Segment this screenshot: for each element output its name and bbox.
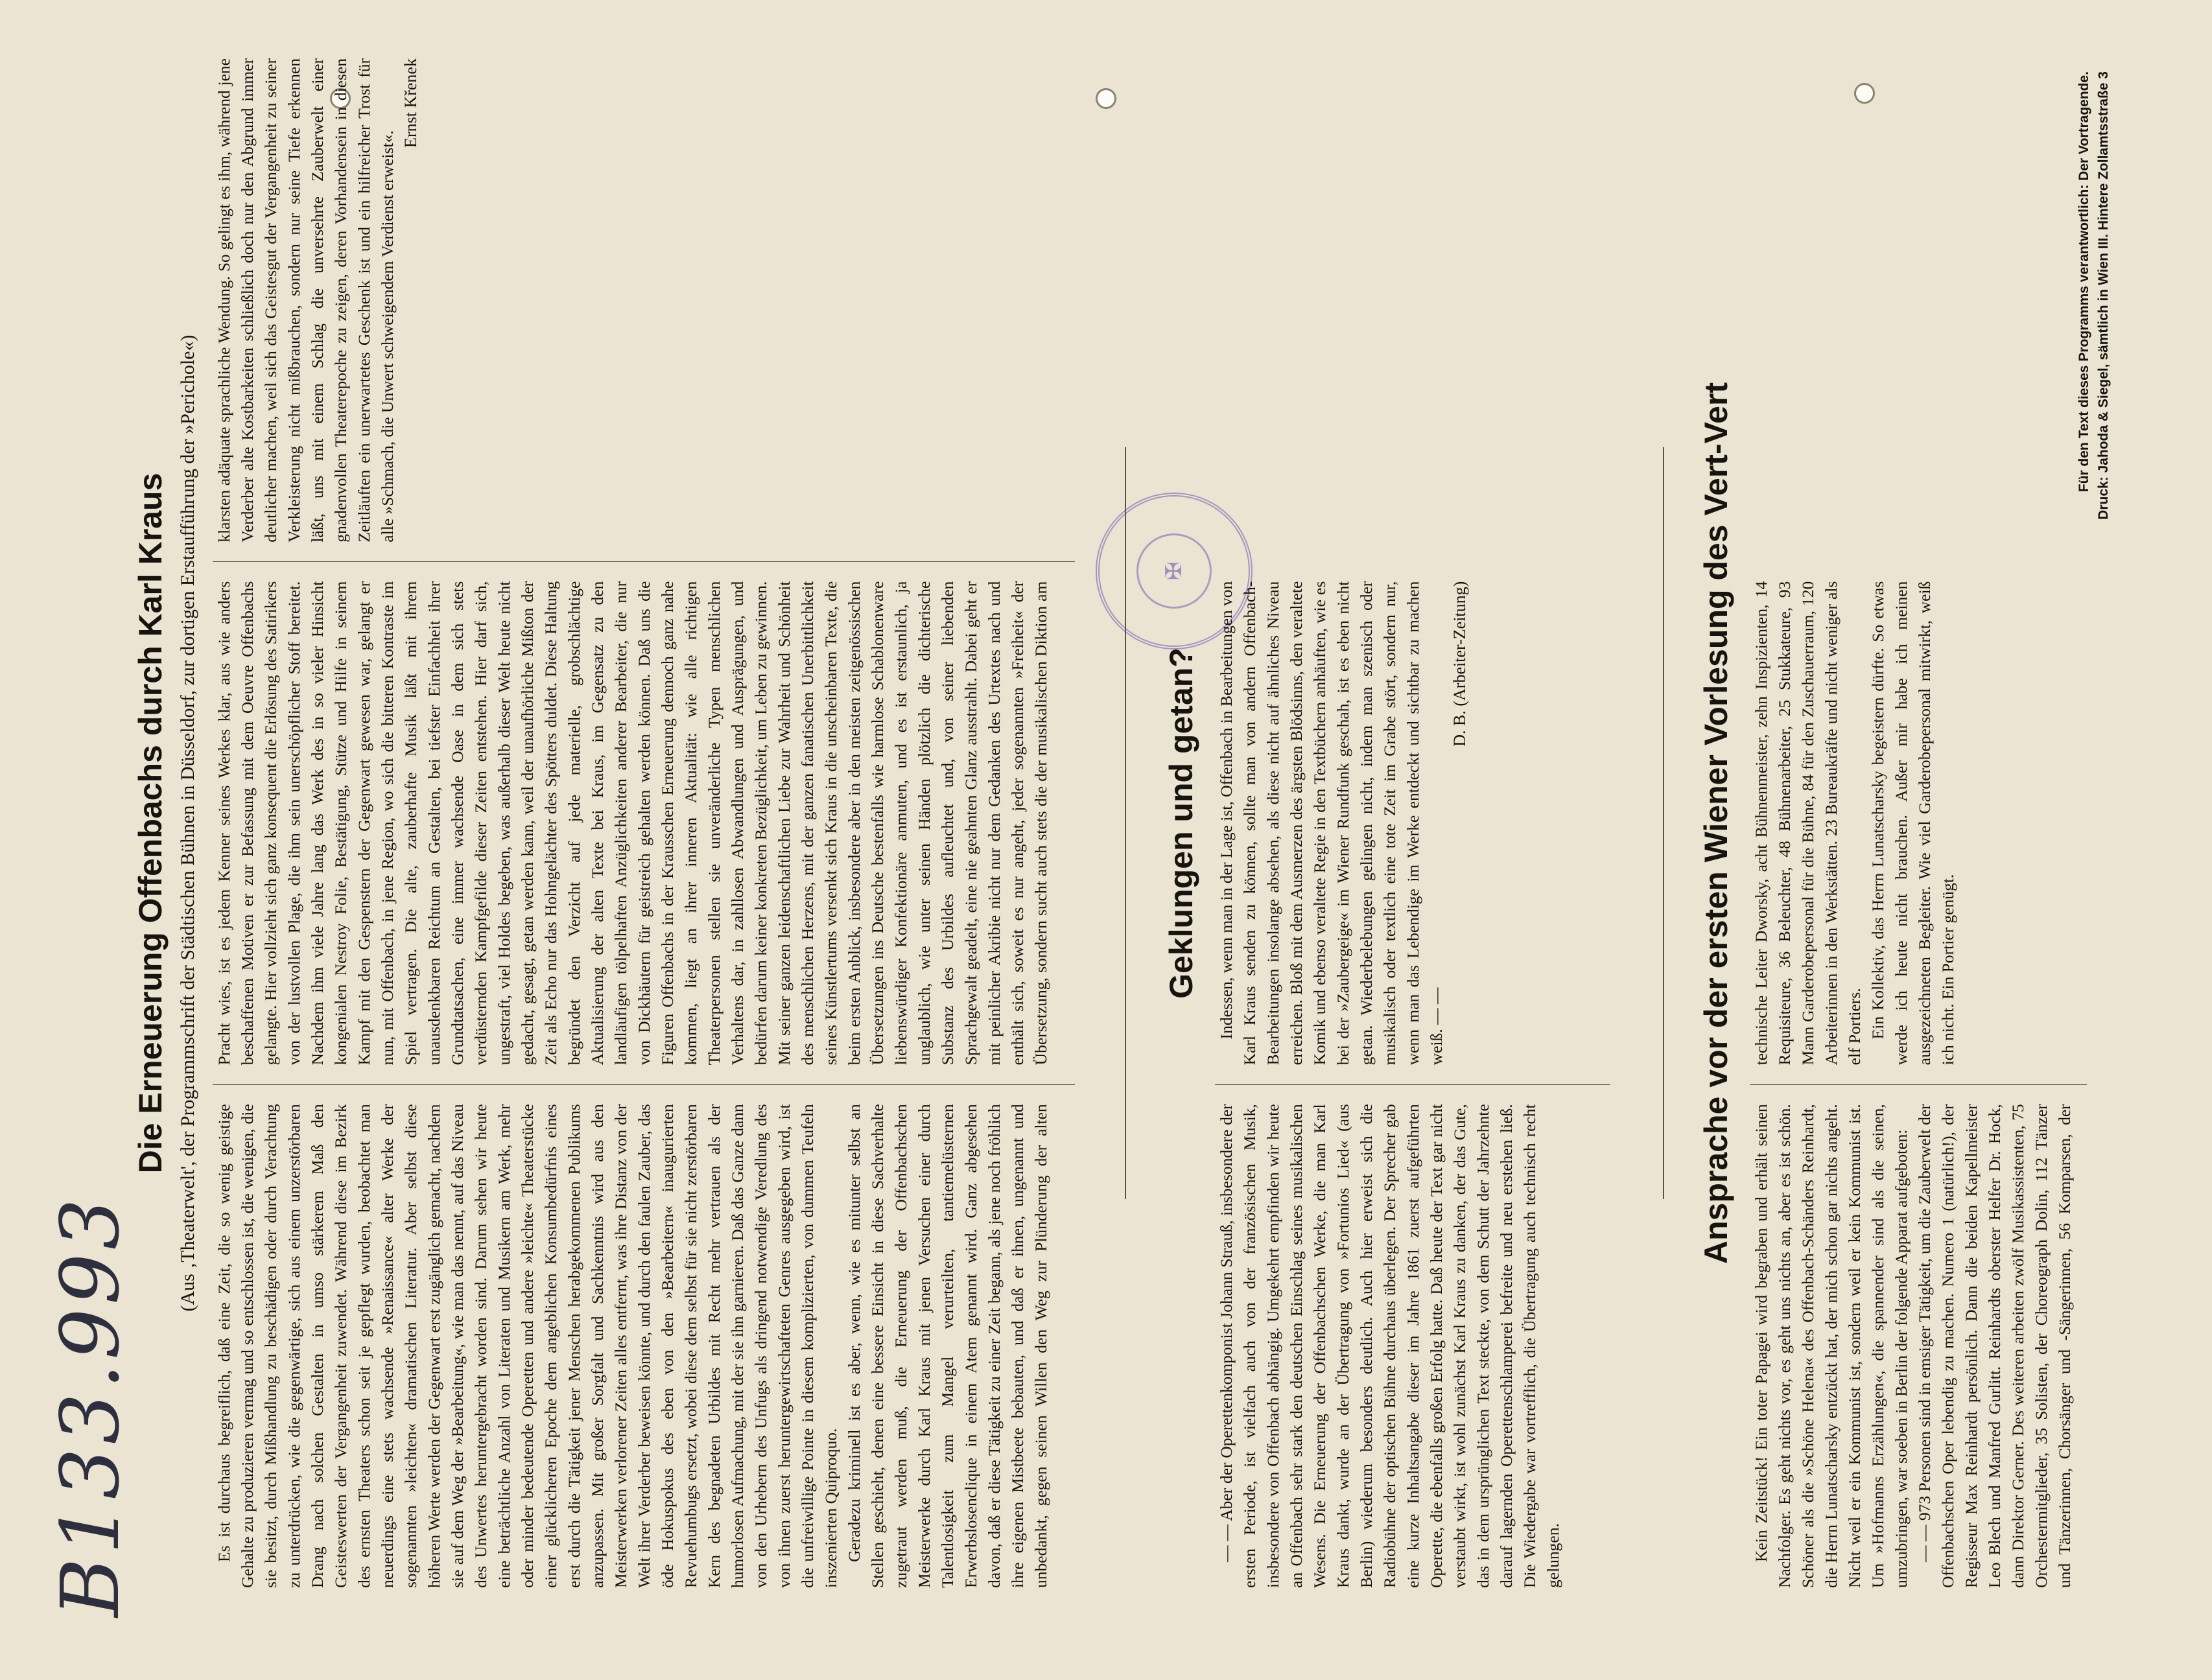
paragraph: — — Aber der Operettenkomponist Johann Strauß, insbesondere der ersten Periode, ist vielfach auch von der französischen Musik, insbesondere von Offenbach abhängig. Umgekehrt empfinden wir heute an Offenbach sehr stark den deutschen Einschlag seines musikalischen Wesens. Die Erneuerung der Offenbachschen Werke, die man Karl Kraus dankt, wurde an der Übertragung von »Fortunios Lied« (aus Berlin) wiederum besonders deutlich. Auch hier erweist sich die Radiobühne der optischen Bühne durchaus überlegen. Der Sprecher gab eine kurze Inhaltsangabe dieser im Jahre 1861 zuerst aufgeführten Operette, die ebenfalls großen Erfolg hatte. Daß heute der Text gar nicht verstaubt wirkt, ist wohl zunächst Karl Kraus zu danken, der das Gute, das in dem ursprünglichen Text steckte, von dem Schutt der Jahrzehnte darauf lagernden Operettenschlamperei befreite und neu erstehen ließ. Die Wiedergabe war vortrefflich, die Übertragung auch technisch recht gelungen. <box>1217 1104 1562 1588</box>
article-body <box>1215 58 1610 1588</box>
imprint-line: Druck: Jahoda & Siegel, sämtlich in Wien III. Hintere Zollamtsstraße 3 <box>2096 71 2111 520</box>
handwritten-catalog-number: B133.993 <box>44 1195 137 1617</box>
paragraph: — — 973 Personen sind in emsiger Tätigkeit, um die Zauberwelt der Offenbachschen Oper lebendig zu machen. Numero 1 (natürlich!), der Regisseur Max Reinhardt persönlich. Dann die beiden Kapellmeister Leo Blech und Manfred Gurlitt. Reinhardts oberster Helfer Dr. Hock, dann Direktor Gerner. Des weiteren arbeiten zwölf Musikassistenten, 75 Orchestermitglieder, 35 Solisten, der Choreograph Dolin, 112 Tänzer und Tänzerinnen, Chorsänger und -Sängerinnen, 56 Komparsen, der technische Leiter Dworsky, acht Bühnenmeister, zehn Inspizienten, 14 Requisiteure, 36 Beleuchter, 48 Bühnenarbeiter, 25 Stukkateure, 93 Mann Garderobepersonal für die Bühne, 84 für den Zuschauerraum, 120 Arbeiterinnen in den Werkstätten. 23 Bureaukräfte und nicht weniger als elf Portiers. <box>1752 581 2074 1588</box>
stamp-emblem-icon: ✠ <box>1136 533 1212 609</box>
paragraph: Ein Kollektiv, das Herrn Lunatscharsky begeistern dürfte. So etwas werde ich heute nicht brauchen. Außer mir habe ich meinen ausgezeichneten Begleiter. Wie viel Garderobepersonal mitwirkt, weiß ich nicht. Ein Portier genügt. <box>1868 581 1957 1066</box>
article-body <box>1750 58 2087 1588</box>
paragraph: Es ist durchaus begreiflich, daß eine Zeit, die so wenig geistige Gehalte zu produzieren vermag und so entschlossen ist, die wenigen, die sie besitzt, durch Mißhandlung zu beschädigen oder durch Verachtung zu unterdrücken, wie die gegenwärtige, sich aus einem unzerstörbaren Drang nach solchen Gestalten in umso stärkerem Maß den Geisteswerten der Vergangenheit zuwendet. Während diese im Bezirk des ernsten Theaters schon seit je gepflegt wurden, beobachtet man neuerdings eine stets wachsende »Renaissance« alter Werke der sogenannten »leichten« dramatischen Literatur. Aber selbst diese höheren Werte werden der Gegenwart erst zugänglich gemacht, nachdem sie auf dem Weg der »Bearbeitung«, wie man das nennt, auf das Niveau des Unwertes heruntergebracht worden sind. Darum sehen wir heute eine beträchtliche Anzahl von Literaten und Musikern am Werk, mehr oder minder bedeutende Operetten und andere »leichte« Theaterstücke einer glücklicheren Epoche dem angeblichen Konsumbedürfnis eines erst durch die Tätigkeit jener Menschen herabgekommenen Publikums anzupassen. Mit großer Sorgfalt und Sachkenntnis wird aus den Meisterwerken verlorener Zeiten alles entfernt, was ihre Distanz von der Welt ihrer Verderber beweisen könnte, und durch den faulen Zauber, das öde Hokuspokus des eben von den »Bearbeitern« inaugurierten Revuehumbugs ersetzt, wobei diese dem selbst für sie nicht zerstörbaren Kern des begnadeten Urbildes mit Recht mehr vertrauen als der humorlosen Aufmachung, mit der sie ihn garnieren. Daß das Ganze dann von den Urhebern des Unfugs als dringend notwendige Veredlung des von ihnen zuerst heruntergewirtschafteten Genres ausgegeben wird, ist die unfreiwillige Pointe in diesem komplizierten, von dummen Teufeln inszenierten Quiproquo. <box>215 1104 840 1588</box>
article-body <box>213 58 1075 1588</box>
paragraph: Geradezu kriminell ist es aber, wenn, wie es mitunter selbst an Stellen geschieht, denen eine bessere Einsicht in diese Sachverhalte zugetraut werden muß, die Erneuerung der Offenbachschen Meisterwerke durch Karl Kraus mit jenen Versuchen einer durch Talentlosigkeit zum Mangel verurteilten, tantiemelüsternen Erwerbslosenclique in einem Atem genannt wird. Ganz abgesehen davon, daß er diese Tätigkeit zu einer Zeit begann, als jene noch fröhlich ihre eigenen Mistbeete bebauten, und daß er ihnen, ungenannt und unbedankt, gegen seinen Willen den Weg zur Plünderung der alten Pracht wies, ist es jedem Kenner seines Werkes klar, aus wie anders beschaffenen Motiven er zur Befassung mit dem Oeuvre Offenbachs gelangte. Hier vollzieht sich ganz konsequent die Erlösung des Satirikers von der lustvollen Plage, die ihm sein unerschöpflicher Stoff bereitet. Nachdem ihm viele Jahre lang das Werk des in so vieler Hinsicht kongenialen Nestroy Folie, Bestätigung, Stütze und Hilfe in seinem Kampf mit den Gespenstern der Gegenwart gewesen war, gelangt er nun, mit Offenbach, in jene Region, wo sich die bitteren Kontraste im Spiel vertragen. Die alte, zauberhafte Musik läßt mit ihrem unausdenkbaren Reichtum an Gestalten, bei tiefster Einfachheit ihrer Grundtatsachen, eine immer wachsende Oase in dem sich stets verdüsternden Kampfgefilde dieser Zeiten entstehen. Hier darf sich, ungestraft, viel Holdes begeben, was außerhalb dieser Welt heute nicht gedacht, gesagt, getan werden kann, weil der unaufhörliche Mißton der Zeit als Echo nur das Hohngelächter des Spötters duldet. Diese Haltung begründet den Verzicht auf jede materielle, grobschlächtige Aktualisierung der alten Texte bei Kraus, im Gegensatz zu den landläufigen tölpelhaften Anzüglichkeiten anderer Bearbeiter, die nur von Dickhäutern für geistreich gehalten werden können. Daß uns die Figuren Offenbachs in der Krausschen Erneuerung dennoch ganz nahe kommen, liegt an ihrer inneren Aktualität: wie alle richtigen Theaterpersonen stellen sie unveränderliche Typen menschlichen Verhaltens dar, in zahllosen Abwandlungen und Ausprägungen, und bedürfen darum keiner konkreten Bezüglichkeit, um Leben zu gewinnen. Mit seiner ganzen leidenschaftlichen Liebe zur Wahrheit und Schönheit des menschlichen Herzens, mit der ganzen fanatischen Unerbittlichkeit seines Künstlertums versenkt sich Kraus in die unscheinbaren Texte, die beim ersten Anblick, insbesondere aber in den meisten zeitgenössischen Übersetzungen ins Deutsche bestenfalls wie harmlose Schablonenware liebenswürdiger Konfektionäre anmuten, und es ist erstaunlich, ja unglaublich, wie unter seinen Händen plötzlich die dichterische Substanz des Urbildes aufleuchtet und, von seiner liebenden Sprachgewalt geadelt, eine nie geahnten Glanz ausstrahlt. Dabei geht er mit peinlicher Akribie nicht nur dem Gedanken des Urtextes nach und enthält sich, soweit es nur angeht, jeder sogenannten »Freiheit« der Übersetzung, sondern sucht auch stets die der musikalischen Diktion am klarsten adäquate sprachliche Wendung. So gelingt es ihm, während jene Verderber alte Kostbarkeiten schließlich doch nur den Abgrund immer deutlicher machen, weil sich das Geistesgut der Vergangenheit zu seiner Verkleisterung nicht mißbrauchen, sondern nur seine Tiefe erkennen läßt, uns mit einem Schlag die unversehrte Zauberwelt einer gnadenvollen Theaterepoche zu zeigen, deren Vorhandensein in diesen Zeitläuften ein unerwartetes Geschenk ist und ein hilfreicher Trost für alle »Schmach, die Unwert schweigendem Verdienst erweist«. <box>215 58 1050 1588</box>
article-subtitle: (Aus ‚Theaterwelt', der Programmschrift der Städtischen Bühnen in Düsseldorf, zur dortigen Erstaufführung der »Perichole«) <box>177 334 198 1312</box>
article-geklungen <box>1160 58 1627 1588</box>
rotated-content <box>130 58 2133 1588</box>
author-signature: D. B. (Arbeiter-Zeitung) <box>1450 581 1469 747</box>
imprint-line: Für den Text dieses Programms verantwortlich: Der Vortragende. <box>2077 71 2091 493</box>
section-divider <box>1125 447 1126 1199</box>
article-offenbach-renewal <box>130 58 1083 1588</box>
section-divider <box>1663 447 1664 1199</box>
author-signature: Ernst Křenek <box>401 58 420 148</box>
imprint-footer <box>2075 71 2113 603</box>
article-title: Ansprache vor der ersten Wiener Vorlesung des Vert-Vert <box>1698 382 1734 1265</box>
paragraph: Indessen, wenn man in der Lage ist, Offenbach in Bearbeitungen von Karl Kraus senden zu können, sollte man von andern Offenbach-Bearbeitungen insolange absehen, als diese nicht auf ähnliches Niveau erreichen. Bloß mit dem Ausmerzen des ärgsten Blödsinns, den veraltete Komik und ebenso veraltete Regie in den Textbüchern anhäuften, wie es bei der »Zaubergeige« im Wiener Rundfunk geschah, ist es eben nicht getan. Wiederbelebungen gelingen nicht, indem man szenisch oder musikalisch oder textlich eine tote Zeit im Grabe stört, sondern nur, wenn man das Lebendige im Werke entdeckt und sichtbar zu machen weiß. — — <box>1217 581 1446 1066</box>
article-vert-vert <box>1695 58 2117 1588</box>
article-title: Geklungen und getan? <box>1163 648 1199 999</box>
article-title: Die Erneuerung Offenbachs durch Karl Kraus <box>132 472 169 1174</box>
paragraph: Kein Zeitstück! Ein toter Papagei wird begraben und erhält seinen Nachfolger. Es geht nichts vor, es geht uns nichts an, aber es ist schön. Schöner als die »Schöne Helena« des Offenbach-Schänders Reinhardt, die Herrn Lunatscharsky entzückt hat, der mich schon gar nichts angeht. Nicht weil er ein Kommunist ist, sondern weil er kein Kommunist ist. Um »Hofmanns Erzählungen«, die spannender sind als die seinen, umzubringen, war soeben in Berlin der folgende Apparat aufgeboten: <box>1752 1104 1911 1588</box>
